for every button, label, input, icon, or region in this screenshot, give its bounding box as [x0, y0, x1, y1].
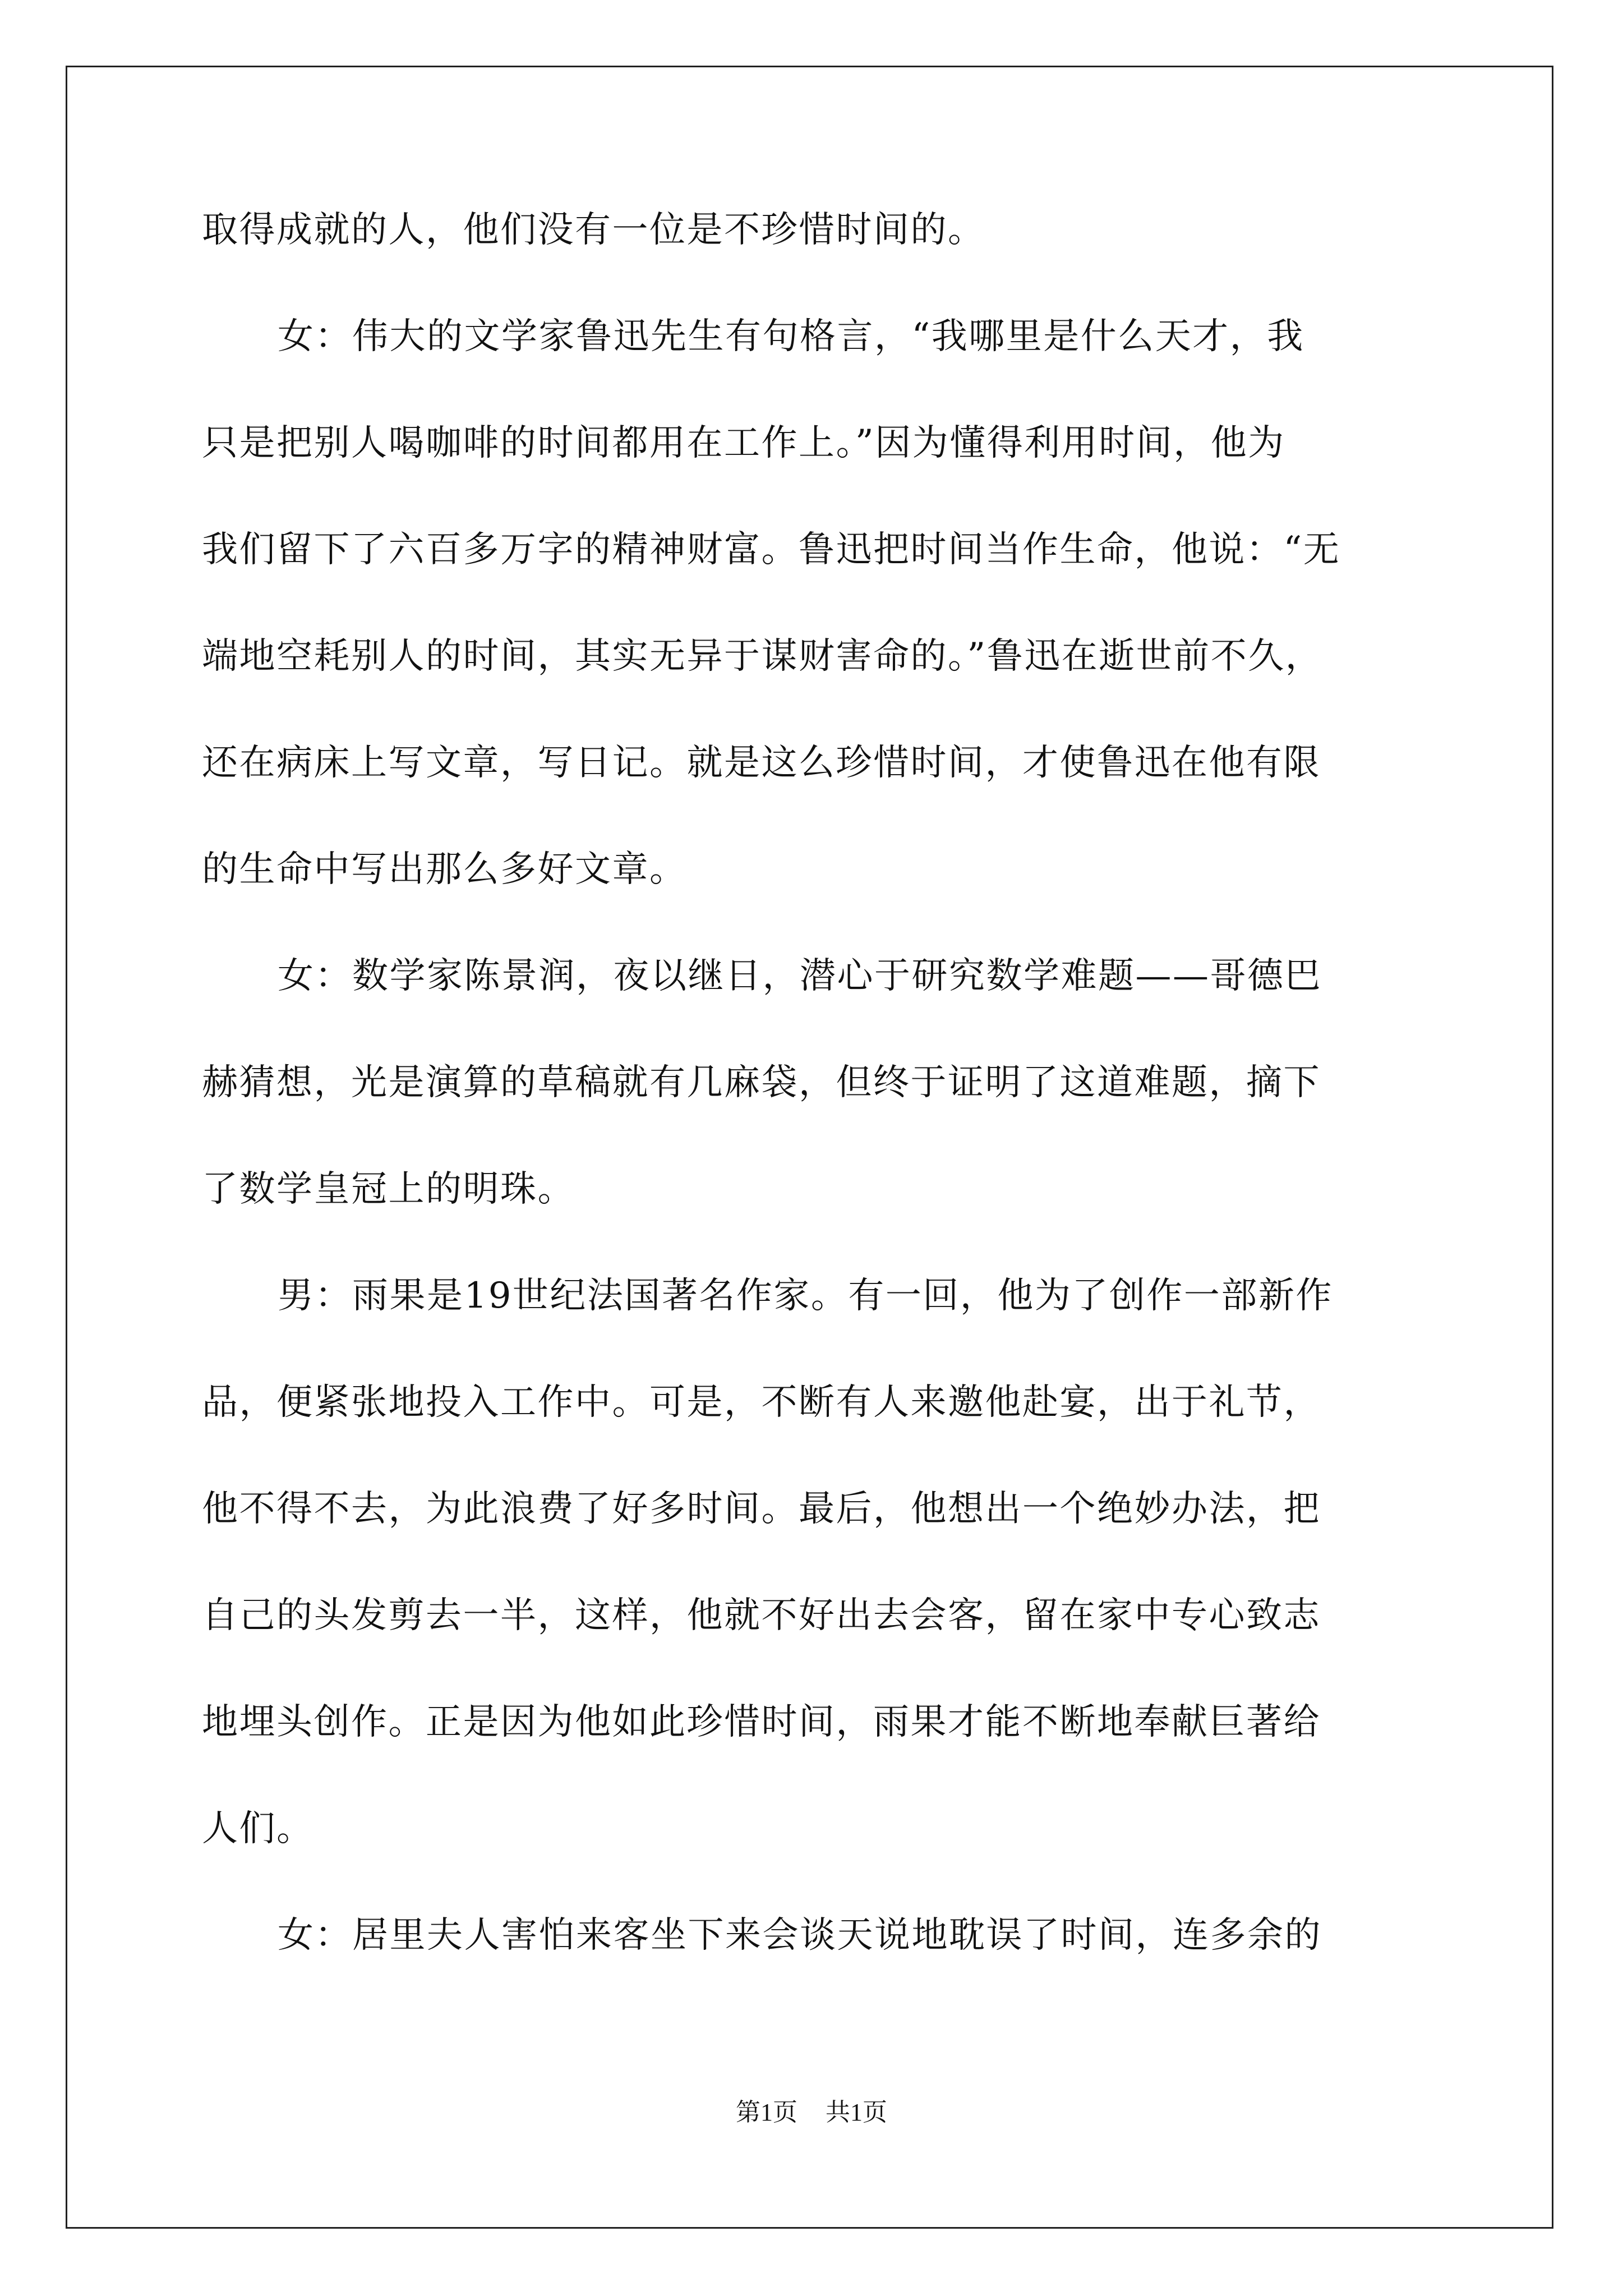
text-line: 品，便紧张地投入工作中。可是，不断有人来邀他赴宴，出于礼节， — [202, 1382, 1321, 1423]
text-line: 只是把别人喝咖啡的时间都用在工作上。”因为懂得利用时间，他为 — [202, 422, 1285, 464]
text-line: 的生命中写出那么多好文章。 — [202, 849, 687, 890]
text-line: 赫猜想，光是演算的草稿就有几麻袋，但终于证明了这道难题，摘下 — [202, 1062, 1321, 1103]
page-total: 共1页 — [826, 2099, 887, 2126]
text-line: 女：居里夫人害怕来客坐下来会谈天说地耽误了时间，连多余的 — [278, 1915, 1322, 1956]
text-line: 了数学皇冠上的明珠。 — [202, 1168, 575, 1210]
text-line: 人们。 — [202, 1808, 314, 1849]
text-line: 他不得不去，为此浪费了好多时间。最后，他想出一个绝妙办法，把 — [202, 1488, 1321, 1530]
text-line: 还在病床上写文章，写日记。就是这么珍惜时间，才使鲁迅在他有限 — [202, 742, 1321, 784]
text-line: 女：数学家陈景润，夜以继日，潜心于研究数学难题——哥德巴 — [278, 955, 1322, 997]
text-line: 男：雨果是19世纪法国著名作家。有一回，他为了创作一部新作 — [278, 1275, 1333, 1317]
page-border — [66, 66, 1553, 2229]
text-line: 端地空耗别人的时间，其实无异于谋财害命的。”鲁迅在逝世前不久， — [202, 636, 1323, 677]
page-number: 第1页 — [736, 2099, 797, 2126]
text-line: 我们留下了六百多万字的精神财富。鲁迅把时间当作生命，他说：“无 — [202, 529, 1341, 570]
text-line: 女：伟大的文学家鲁迅先生有句格言，“我哪里是什么天才，我 — [278, 316, 1304, 357]
text-line: 取得成就的人，他们没有一位是不珍惜时间的。 — [202, 209, 985, 251]
page-footer — [0, 2096, 1623, 2129]
text-line: 地埋头创作。正是因为他如此珍惜时间，雨果才能不断地奉献巨著给 — [202, 1701, 1321, 1743]
text-line: 自己的头发剪去一半，这样，他就不好出去会客，留在家中专心致志 — [202, 1595, 1321, 1636]
